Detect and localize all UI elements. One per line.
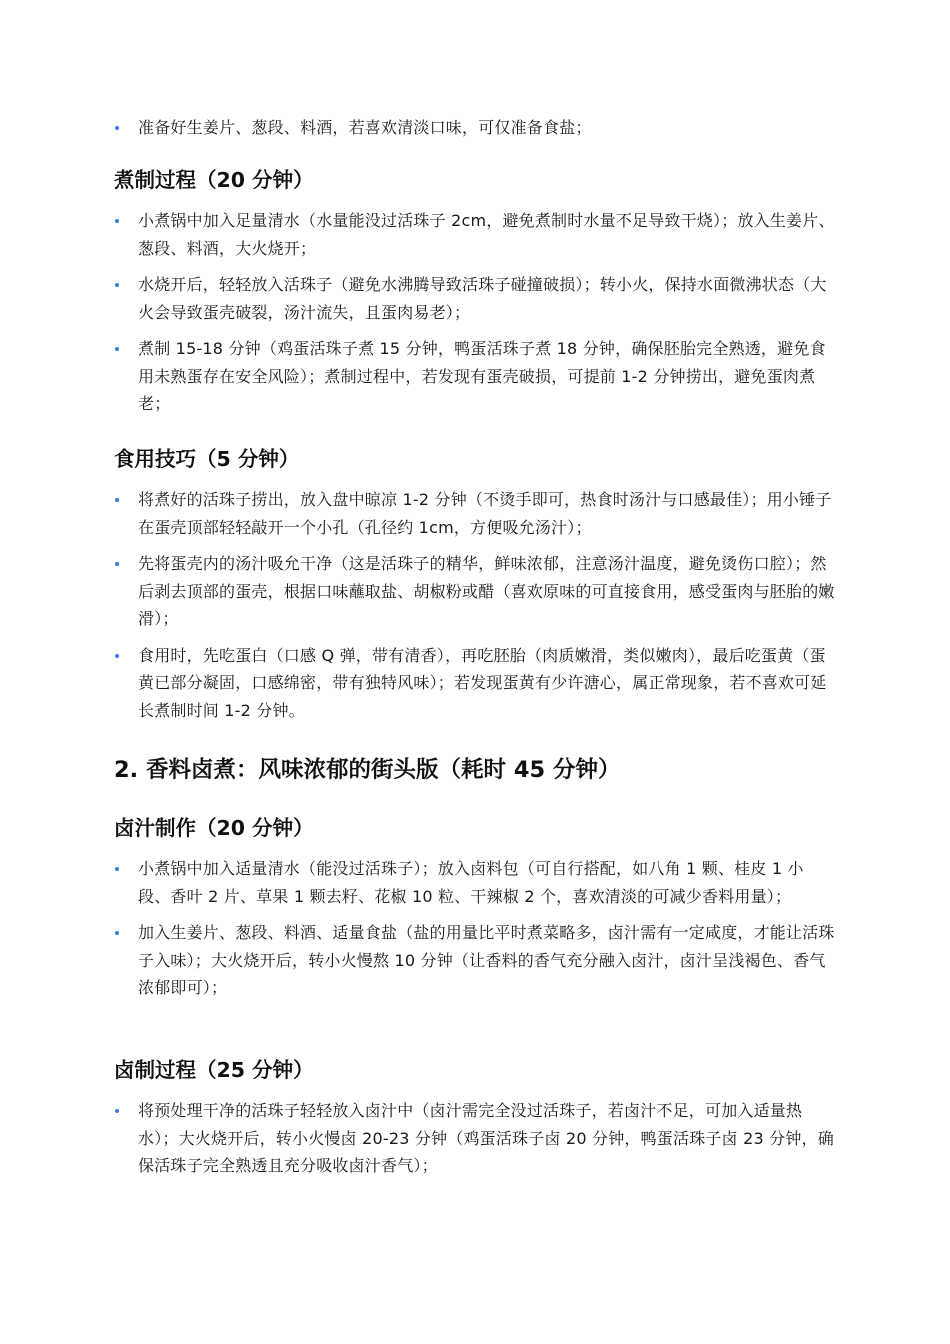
list-item: 准备好生姜片、葱段、料酒，若喜欢清淡口味，可仅准备食盐； — [113, 114, 835, 142]
list-item: 将预处理干净的活珠子轻轻放入卤汁中（卤汁需完全没过活珠子，若卤汁不足，可加入适量热水）；大火烧开后，转小火慢卤 20-23 分钟（鸡蛋活珠子卤 20 分钟，鸭蛋活珠子卤 23 分钟，确保活珠子完全熟透且充分吸收卤汁香气）； — [113, 1097, 835, 1180]
bullet-icon — [115, 931, 119, 935]
section-heading-stew: 卤制过程（25 分钟） — [114, 1058, 314, 1082]
bullet-icon — [115, 347, 119, 351]
boil-steps-list — [113, 207, 835, 427]
stew-steps-list — [113, 1097, 835, 1189]
list-item: 水烧开后，轻轻放入活珠子（避免水沸腾导致活珠子碰撞破损）；转小火，保持水面微沸状态（大火会导致蛋壳破裂，汤汁流失，且蛋肉易老）； — [113, 271, 835, 326]
bullet-icon — [115, 219, 119, 223]
bullet-icon — [115, 562, 119, 566]
list-item: 食用时，先吃蛋白（口感 Q 弹，带有清香），再吃胚胎（肉质嫩滑，类似嫩肉），最后吃蛋黄（蛋黄已部分凝固，口感绵密，带有独特风味）；若发现蛋黄有少许溏心，属正常现象，若不喜欢可延长煮制时间 1-2 分钟。 — [113, 642, 835, 725]
list-item: 加入生姜片、葱段、料酒、适量食盐（盐的用量比平时煮菜略多，卤汁需有一定咸度，才能让活珠子入味）；大火烧开后，转小火慢熬 10 分钟（让香料的香气充分融入卤汁，卤汁呈浅褐色、香气浓郁即可）； — [113, 919, 835, 1002]
eating-tips-list — [113, 486, 835, 733]
ingredient-list — [113, 114, 835, 151]
bullet-icon — [115, 126, 119, 130]
bullet-icon — [115, 498, 119, 502]
brine-steps-list — [113, 855, 835, 1011]
section-heading-spiced: 2. 香料卤煮：风味浓郁的街头版（耗时 45 分钟） — [114, 757, 621, 783]
section-heading-boil: 煮制过程（20 分钟） — [114, 168, 314, 192]
list-item: 先将蛋壳内的汤汁吸允干净（这是活珠子的精华，鲜味浓郁，注意汤汁温度，避免烫伤口腔）；然后剥去顶部的蛋壳，根据口味蘸取盐、胡椒粉或醋（喜欢原味的可直接食用，感受蛋肉与胚胎的嫩滑）； — [113, 550, 835, 633]
section-heading-eat: 食用技巧（5 分钟） — [114, 447, 300, 471]
bullet-icon — [115, 654, 119, 658]
list-item: 小煮锅中加入足量清水（水量能没过活珠子 2cm，避免煮制时水量不足导致干烧）；放入生姜片、葱段、料酒，大火烧开； — [113, 207, 835, 262]
list-item: 将煮好的活珠子捞出，放入盘中晾凉 1-2 分钟（不烫手即可，热食时汤汁与口感最佳）；用小锤子在蛋壳顶部轻轻敲开一个小孔（孔径约 1cm，方便吸允汤汁）； — [113, 486, 835, 541]
section-heading-brine: 卤汁制作（20 分钟） — [114, 816, 314, 840]
list-item: 煮制 15-18 分钟（鸡蛋活珠子煮 15 分钟，鸭蛋活珠子煮 18 分钟，确保胚胎完全熟透，避免食用未熟蛋存在安全风险）；煮制过程中，若发现有蛋壳破损，可提前 1-2 分钟捞出，避免蛋肉煮老； — [113, 335, 835, 418]
list-item: 小煮锅中加入适量清水（能没过活珠子）；放入卤料包（可自行搭配，如八角 1 颗、桂皮 1 小段、香叶 2 片、草果 1 颗去籽、花椒 10 粒、干辣椒 2 个，喜欢清淡的可减少香料用量）； — [113, 855, 835, 910]
bullet-icon — [115, 283, 119, 287]
bullet-icon — [115, 867, 119, 871]
bullet-icon — [115, 1109, 119, 1113]
